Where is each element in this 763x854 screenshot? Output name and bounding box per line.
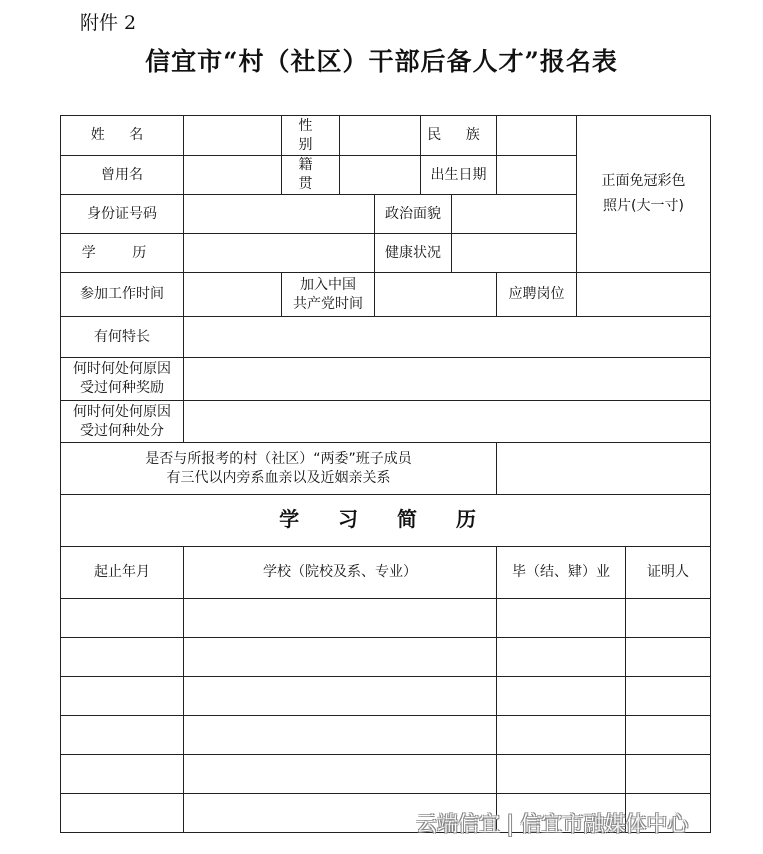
field-name[interactable] [184,116,282,156]
relation-line1: 是否与所报考的村（社区）“两委”班子成员 [145,450,412,467]
label-health: 健康状况 [375,234,452,273]
label-native-place: 籍 贯 [282,156,340,195]
relation-line2: 有三代以内旁系血亲以及近姻亲关系 [166,469,391,486]
field-position[interactable] [577,273,711,317]
label-education: 学 历 [61,234,184,273]
cell-graduation[interactable] [497,677,626,716]
field-party-join[interactable] [375,273,497,317]
awards-line2: 受过何种奖励 [80,380,164,396]
page-title: 信宜市“村（社区）干部后备人才”报名表 [145,47,618,76]
cell-period[interactable] [61,677,184,716]
field-relation[interactable] [497,443,711,495]
label-gender: 性 别 [282,116,340,156]
table-row [61,677,711,716]
photo-box[interactable] [577,116,711,273]
awards-line1: 何时何处何原因 [73,361,171,377]
label-awards [61,358,184,401]
label-specialty: 有何特长 [61,317,184,358]
cell-period[interactable] [61,638,184,677]
field-specialty[interactable] [184,317,711,358]
field-former-name[interactable] [184,156,282,195]
label-name: 姓 名 [61,116,184,156]
cell-period[interactable] [61,794,184,833]
cell-witness[interactable] [626,599,711,638]
label-relation [61,443,497,495]
table-row [61,599,711,638]
cell-graduation[interactable] [497,755,626,794]
table-row [61,638,711,677]
header-graduation: 毕（结、肄）业 [497,547,626,599]
label-id-number: 身份证号码 [61,195,184,234]
cell-witness[interactable] [626,677,711,716]
label-position: 应聘岗位 [497,273,577,317]
cell-school[interactable] [184,755,497,794]
penalty-line1: 何时何处何原因 [73,403,171,420]
registration-form [60,115,711,833]
field-work-start[interactable] [184,273,282,317]
label-party-join [282,273,375,317]
label-ethnicity: 民 族 [421,116,497,156]
photo-label-line2: 照片(大一寸) [603,198,684,214]
field-birth-date[interactable] [497,156,577,195]
cell-period[interactable] [61,716,184,755]
penalty-line2: 受过何种处分 [80,422,164,439]
label-penalty [61,401,184,443]
field-education[interactable] [184,234,375,273]
label-political-status: 政治面貌 [375,195,452,234]
table-row [61,755,711,794]
party-join-line1: 加入中国 [300,276,356,293]
field-ethnicity[interactable] [497,116,577,156]
cell-witness[interactable] [626,755,711,794]
cell-school[interactable] [184,716,497,755]
photo-label-line1: 正面免冠彩色 [601,173,686,189]
field-id-number[interactable] [184,195,375,234]
label-work-start: 参加工作时间 [61,273,184,317]
cell-graduation[interactable] [497,716,626,755]
field-health[interactable] [452,234,577,273]
cell-school[interactable] [184,599,497,638]
header-witness: 证明人 [626,547,711,599]
section-study-history: 学 习 简 历 [61,495,711,547]
cell-graduation[interactable] [497,599,626,638]
field-gender[interactable] [340,116,421,156]
cell-witness[interactable] [626,716,711,755]
label-former-name: 曾用名 [61,156,184,195]
field-awards[interactable] [184,358,711,401]
party-join-line2: 共产党时间 [293,295,363,312]
watermark: 云端信宜 | 信宜市融媒体中心 [416,812,689,836]
header-school: 学校（院校及系、专业） [184,547,497,599]
cell-school[interactable] [184,638,497,677]
cell-graduation[interactable] [497,638,626,677]
header-period: 起止年月 [61,547,184,599]
cell-school[interactable] [184,677,497,716]
attachment-label: 附件 2 [80,12,137,34]
cell-period[interactable] [61,599,184,638]
label-birth-date: 出生日期 [421,156,497,195]
table-row [61,716,711,755]
field-native-place[interactable] [340,156,421,195]
field-penalty[interactable] [184,401,711,443]
cell-witness[interactable] [626,638,711,677]
field-political-status[interactable] [452,195,577,234]
cell-period[interactable] [61,755,184,794]
